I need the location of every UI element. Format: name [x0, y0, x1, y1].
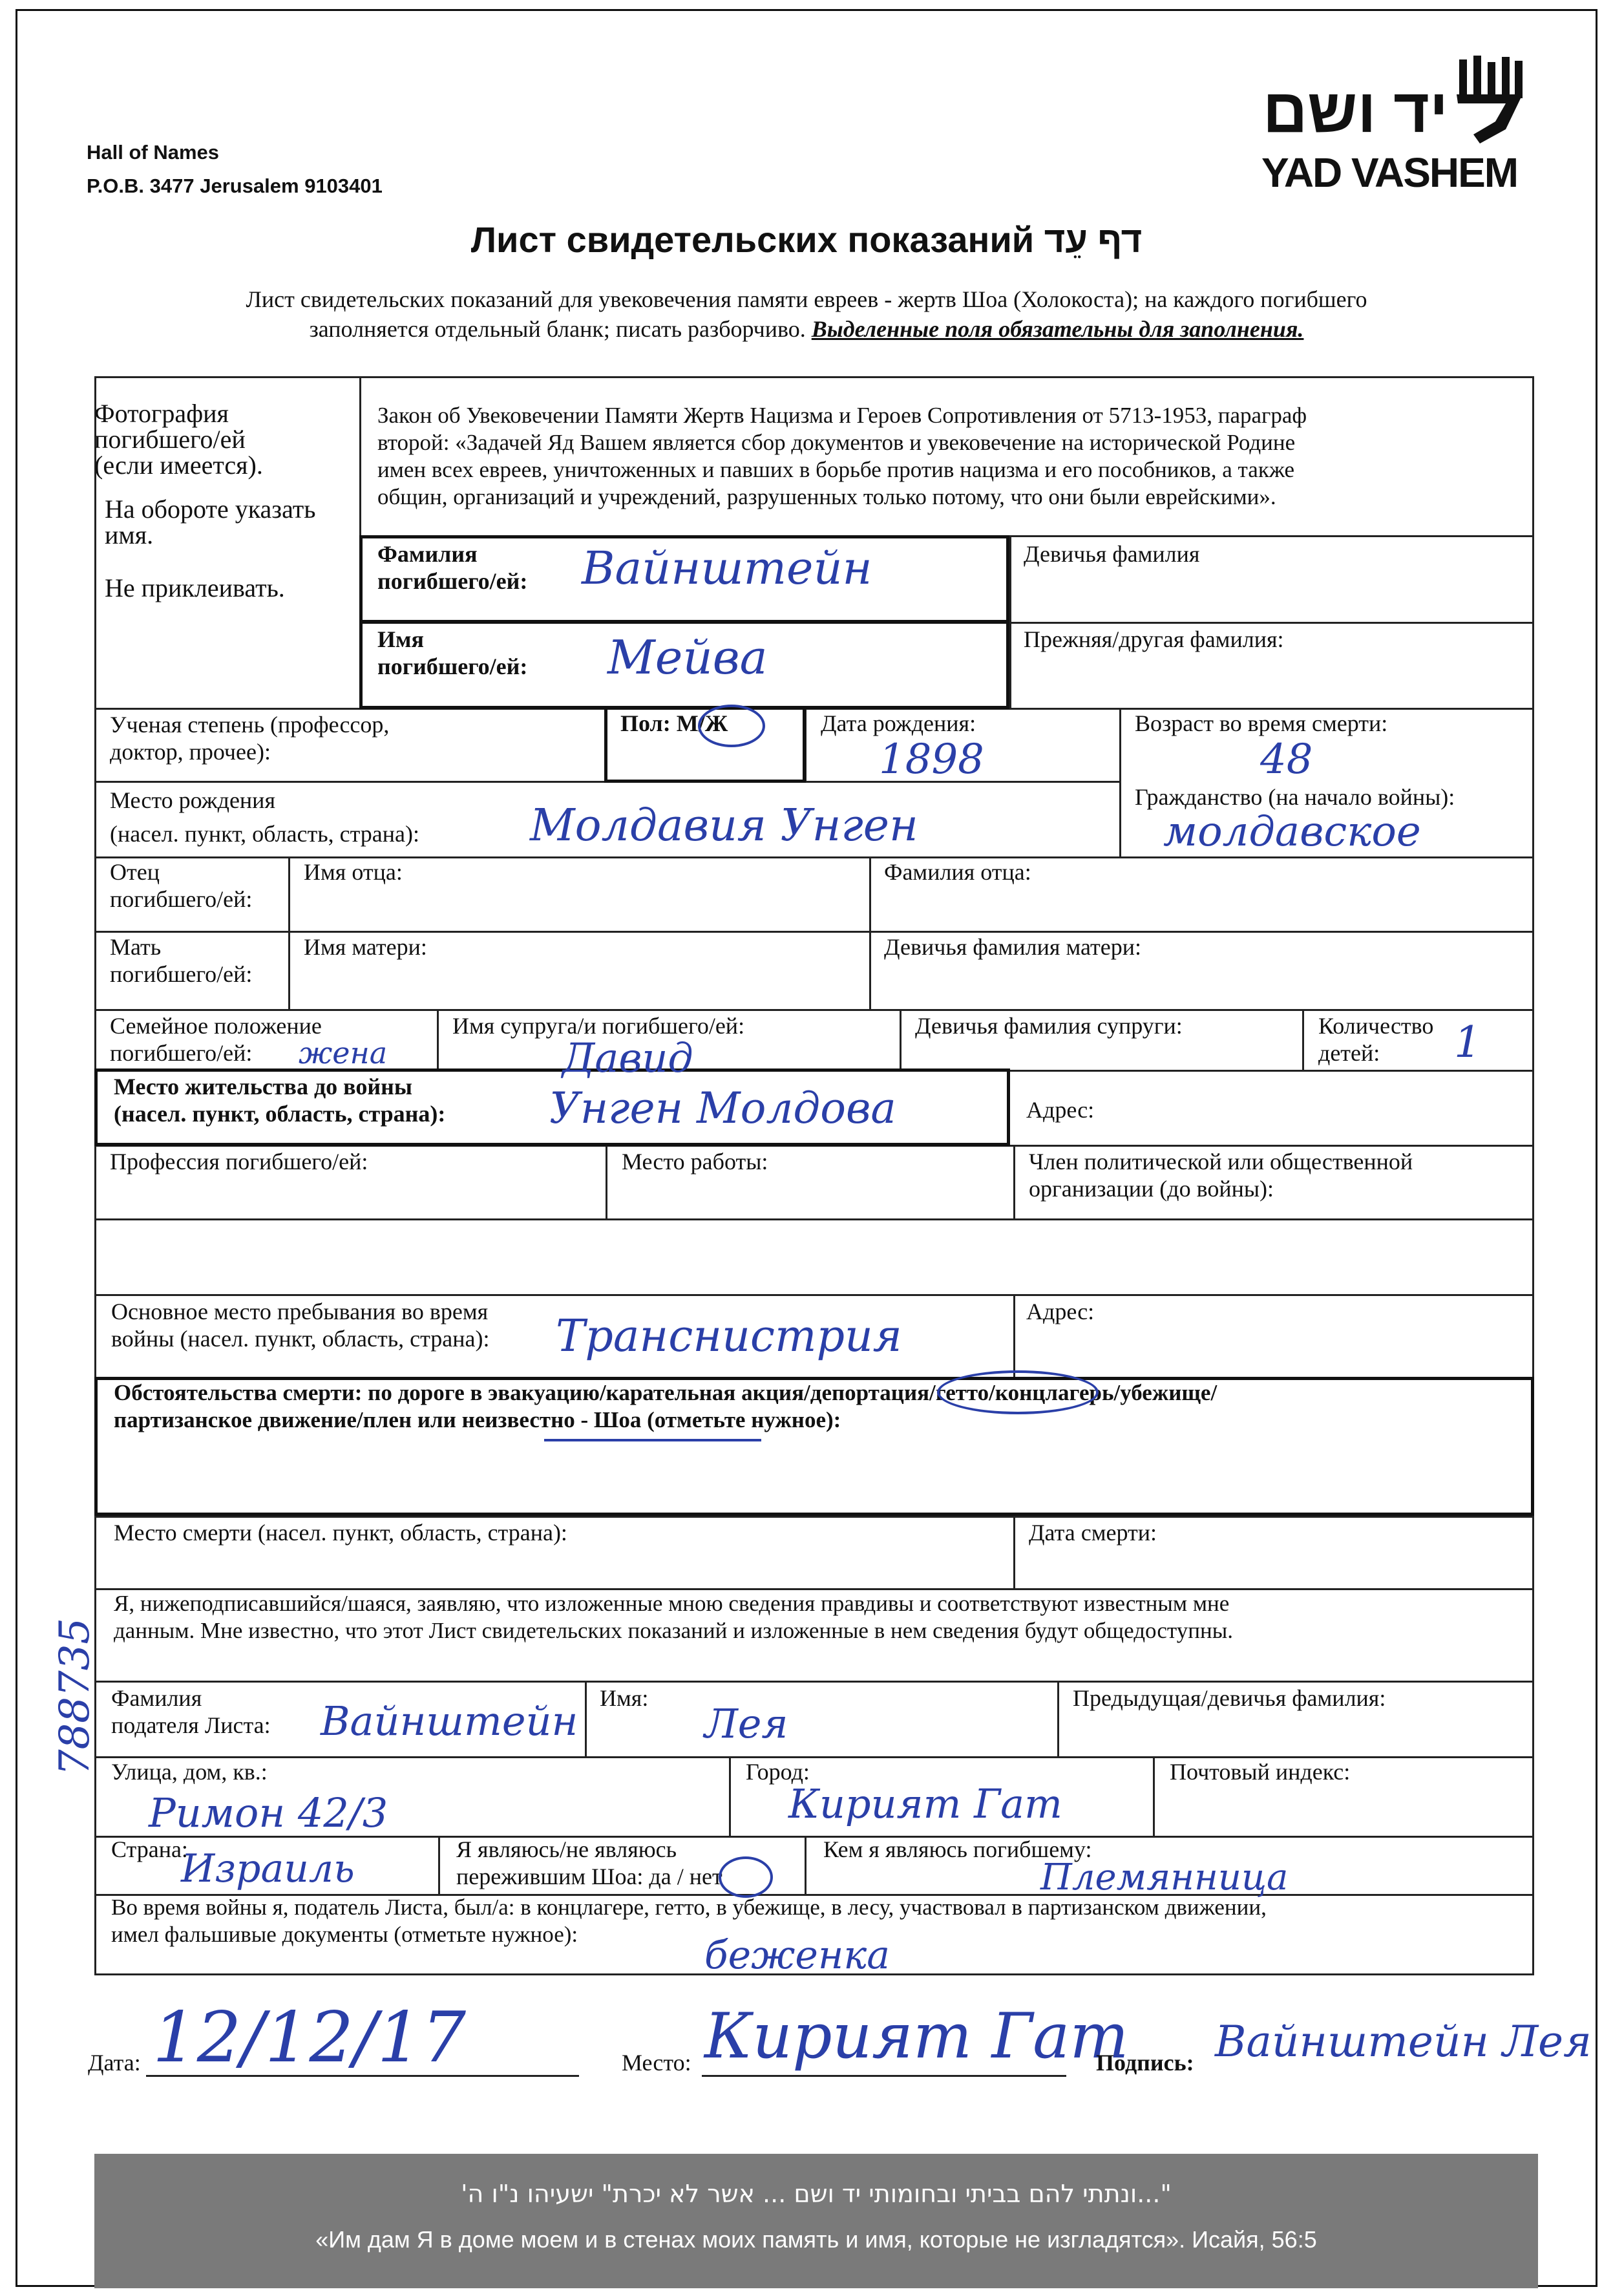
- intro-line-2: [0, 315, 1613, 343]
- law-line-2: второй: «Задачей Яд Вашем является сбор документов и увековечение на исторической Родине: [377, 430, 1296, 455]
- submitter-name-value[interactable]: Лея: [704, 1700, 788, 1747]
- deportation-circle: [937, 1370, 1099, 1414]
- workplace-label: Место работы:: [622, 1149, 768, 1175]
- law-text: [377, 402, 1307, 511]
- wartime-place-label-2: войны (насел. пункт, область, страна):: [111, 1326, 490, 1352]
- sex-label: Пол: М/Ж: [620, 710, 728, 736]
- residence-address-label: Адрес:: [1026, 1097, 1095, 1123]
- yad-vashem-logo: [1260, 52, 1538, 200]
- submitter-name-label: Имя:: [600, 1685, 649, 1711]
- city-label: Город:: [746, 1759, 810, 1785]
- photo-label-4: На обороте указать: [105, 494, 316, 524]
- organization-member-label-2: организации (до войны):: [1029, 1176, 1274, 1202]
- logo-hebrew-text: יד ושם: [1263, 76, 1448, 145]
- law-line-1: Закон об Увековечении Памяти Жертв Нацизма и Героев Сопротивления от 5713-1953, параграф: [377, 403, 1307, 428]
- submitter-wartime-label-1: Во время войны я, податель Листа, был/а: в концлагере, гетто, в убежище, в лесу, участвовал в партизанском движении,: [111, 1895, 1267, 1920]
- father-label-2: погибшего/ей:: [110, 886, 253, 912]
- grid-line: [1057, 1681, 1059, 1756]
- declaration-text: [114, 1590, 1233, 1644]
- victim-surname-label-2: погибшего/ей:: [377, 568, 528, 594]
- grid-line: [94, 931, 1534, 933]
- father-name-label: Имя отца:: [304, 859, 403, 885]
- wartime-place-label-1: Основное место пребывания во время: [111, 1299, 489, 1324]
- residence-label: [114, 1073, 445, 1127]
- sign-date-label: Дата:: [88, 2050, 141, 2076]
- footer-banner: [94, 2154, 1538, 2288]
- submitter-prev-surname-label: Предыдущая/девичья фамилия:: [1073, 1685, 1386, 1711]
- required-fields-note: Выделенные поля обязательны для заполнения.: [811, 316, 1304, 342]
- street-label: Улица, дом, кв.:: [111, 1759, 268, 1785]
- declaration-line-2: данным. Мне известно, что этот Лист свидетельских показаний и изложенные в нем сведения будут общедоступны.: [114, 1618, 1233, 1643]
- photo-label-6: Не приклеивать.: [105, 573, 285, 602]
- birthplace-label-1: Место рождения: [110, 787, 276, 813]
- victim-name-value[interactable]: Мейва: [607, 630, 768, 685]
- intro-line-1: Лист свидетельских показаний для увековечения памяти евреев - жертв Шоа (Холокоста); на каждого погибшего: [246, 286, 1367, 312]
- signature-value[interactable]: Вайнштейн Лея: [1215, 2017, 1592, 2067]
- citizenship-value[interactable]: молдавское: [1163, 808, 1421, 856]
- residence-value[interactable]: Унген Молдова: [549, 1083, 896, 1133]
- citizenship-label: Гражданство (на начало войны):: [1135, 784, 1455, 810]
- grid-line: [94, 1218, 1534, 1220]
- mother-label: [110, 933, 252, 988]
- victim-surname-label-1: Фамилия: [377, 541, 478, 567]
- registry-number: 788735: [51, 1617, 99, 1776]
- survivor-label-2: пережившим Шоа: да / нет: [456, 1864, 722, 1889]
- grid-line: [1009, 535, 1011, 708]
- grid-line: [94, 1294, 1534, 1296]
- age-at-death-value[interactable]: 48: [1260, 736, 1313, 783]
- grid-line: [585, 1681, 587, 1756]
- wartime-place-label: [111, 1298, 490, 1352]
- zip-label: Почтовый индекс:: [1170, 1759, 1351, 1785]
- photo-label-5: имя.: [105, 520, 154, 549]
- declaration-line-1: Я, нижеподписавшийся/шаяся, заявляю, что изложенные мною сведения правдивы и соответствуют известным мне: [114, 1591, 1230, 1616]
- footer-russian-quote: «Им дам Я в доме моем и в стенах моих память и имя, которые не изгладятся». Исайя, 56:5: [315, 2226, 1317, 2253]
- father-surname-label: Фамилия отца:: [884, 859, 1031, 885]
- country-value[interactable]: Израиль: [181, 1846, 355, 1891]
- photo-label-1: Фотография: [94, 399, 229, 428]
- death-place-label: Место смерти (насел. пункт, область, страна):: [114, 1520, 567, 1546]
- grid-line: [1013, 1294, 1015, 1377]
- residence-label-1: Место жительства до войны: [114, 1074, 412, 1100]
- grid-line: [1153, 1756, 1155, 1836]
- organization-member-label-1: Член политической или общественной: [1029, 1149, 1413, 1175]
- sign-place-value[interactable]: Кирият Гат: [704, 2000, 1129, 2072]
- circumstances-line-1: Обстоятельства смерти: по дороге в эвакуацию/карательная акция/депортация/гетто/концлагерь/убежище/: [114, 1380, 1218, 1405]
- photo-box: [94, 401, 316, 601]
- children-label-2: детей:: [1318, 1040, 1380, 1066]
- submitter-surname-label-2: подателя Листа:: [111, 1712, 271, 1738]
- submitter-wartime-label-2: имел фальшивые документы (отметьте нужное):: [111, 1922, 578, 1947]
- birth-date-label: Дата рождения:: [821, 710, 976, 736]
- sign-place-label: Место:: [622, 2050, 691, 2076]
- victim-name-label-2: погибшего/ей:: [377, 654, 528, 679]
- birth-date-value[interactable]: 1898: [879, 736, 984, 783]
- birthplace-label: [110, 783, 419, 851]
- victim-maiden-label: Девичья фамилия: [1024, 541, 1200, 567]
- spouse-maiden-label: Девичья фамилия супруги:: [915, 1013, 1183, 1039]
- victim-surname-label: [377, 540, 527, 595]
- menorah-icon: [1454, 53, 1525, 150]
- marital-status-value[interactable]: жена: [299, 1036, 388, 1070]
- father-label: [110, 858, 252, 913]
- wartime-place-value[interactable]: Транснистрия: [556, 1311, 902, 1362]
- org-name: Hall of Names: [87, 141, 220, 164]
- grid-line: [1119, 708, 1121, 856]
- wartime-address-label: Адрес:: [1026, 1299, 1095, 1324]
- survivor-no-circle: [719, 1856, 773, 1898]
- birthplace-label-2: (насел. пункт, область, страна):: [110, 821, 420, 847]
- degree-label-2: доктор, прочее):: [110, 739, 271, 765]
- grid-line: [1302, 1009, 1304, 1070]
- victim-name-label-1: Имя: [377, 626, 424, 652]
- mother-maiden-label: Девичья фамилия матери:: [884, 934, 1142, 960]
- spouse-name-value[interactable]: Давид: [562, 1034, 693, 1081]
- intro-line-2-text: заполняется отдельный бланк; писать разборчиво.: [309, 316, 806, 342]
- grid-line: [729, 1756, 731, 1836]
- country-label: Страна:: [111, 1836, 188, 1862]
- grid-line: [94, 1516, 1534, 1518]
- residence-label-2: (насел. пункт, область, страна):: [114, 1101, 446, 1127]
- grid-line: [606, 1145, 607, 1218]
- signature-label: Подпись:: [1096, 2050, 1194, 2076]
- grid-line: [94, 1009, 1534, 1011]
- sex-female-circle: [698, 705, 765, 747]
- survivor-label-1: Я являюсь/не являюсь: [456, 1836, 677, 1862]
- age-at-death-label: Возраст во время смерти:: [1135, 710, 1388, 736]
- mother-label-2: погибшего/ей:: [110, 961, 253, 987]
- form-title: Лист свидетельских показаний דף עֵד: [470, 219, 1143, 260]
- spouse-name-label: Имя супруга/и погибшего/ей:: [452, 1013, 745, 1039]
- children-count-value[interactable]: 1: [1454, 1017, 1481, 1067]
- relation-value[interactable]: Племянница: [1040, 1856, 1289, 1898]
- organization-member-label: [1029, 1148, 1413, 1202]
- marital-label-1: Семейное положение: [110, 1013, 322, 1039]
- photo-label-3: (если имеется).: [94, 451, 263, 480]
- children-count-label: [1318, 1012, 1433, 1067]
- marital-label-2: погибшего/ей:: [110, 1040, 253, 1066]
- victim-name-label: [377, 626, 527, 680]
- victim-prev-surname-label: Прежняя/другая фамилия:: [1024, 626, 1284, 652]
- grid-line: [900, 1009, 901, 1070]
- grid-line: [438, 1836, 440, 1894]
- submitter-surname-value[interactable]: Вайнштейн: [321, 1697, 578, 1745]
- sign-date-value[interactable]: 12/12/17: [153, 1997, 467, 2078]
- law-line-4: общин, организаций и учреждений, разрушенных только потому, что они были еврейскими».: [377, 484, 1276, 509]
- degree-label-1: Ученая степень (профессор,: [110, 712, 390, 738]
- mother-name-label: Имя матери:: [304, 934, 427, 960]
- shoah-underline: [544, 1439, 761, 1441]
- grid-line: [437, 1009, 439, 1070]
- survivor-label: [456, 1836, 722, 1890]
- father-label-1: Отец: [110, 859, 160, 885]
- children-label-1: Количество: [1318, 1013, 1434, 1039]
- org-address: P.O.B. 3477 Jerusalem 9103401: [87, 175, 383, 197]
- birthplace-value[interactable]: Молдавия Унген: [530, 800, 918, 851]
- sign-place-line: [702, 2075, 1066, 2077]
- grid-line: [805, 1836, 806, 1894]
- street-value[interactable]: Римон 42/3: [149, 1789, 388, 1836]
- submitter-surname-label: [111, 1685, 271, 1739]
- law-line-3: имен всех евреев, уничтоженных и павших в борьбе против нацизма и его пособников, а также: [377, 457, 1295, 482]
- grid-line: [288, 856, 290, 1009]
- relation-label: Кем я являюсь погибшему:: [823, 1836, 1092, 1862]
- grid-line: [94, 1681, 1534, 1683]
- logo-latin-text: YAD VASHEM: [1261, 149, 1518, 196]
- victim-surname-value[interactable]: Вайнштейн: [582, 542, 872, 595]
- submitter-wartime-value[interactable]: беженка: [704, 1933, 890, 1978]
- profession-label: Профессия погибшего/ей:: [110, 1149, 368, 1175]
- grid-line: [1013, 1145, 1015, 1218]
- city-value[interactable]: Кирият Гат: [788, 1780, 1062, 1827]
- grid-line: [1013, 1516, 1015, 1588]
- footer-hebrew-quote: "...ונתתי להם בביתי ובחומותי יד ושם ... אשר לא יכרת" ישעיהו נ"ו ה': [461, 2180, 1172, 2208]
- marital-status-label: [110, 1012, 322, 1067]
- grid-line: [869, 856, 871, 1009]
- death-date-label: Дата смерти:: [1029, 1520, 1157, 1546]
- circumstances-line-2: партизанское движение/плен или неизвестно - Шоа (отметьте нужное):: [114, 1407, 841, 1432]
- photo-label-2: погибшего/ей: [94, 425, 246, 454]
- degree-label: [110, 711, 389, 765]
- mother-label-1: Мать: [110, 934, 162, 960]
- submitter-surname-label-1: Фамилия: [111, 1685, 202, 1711]
- submitter-wartime-label: [111, 1894, 1267, 1948]
